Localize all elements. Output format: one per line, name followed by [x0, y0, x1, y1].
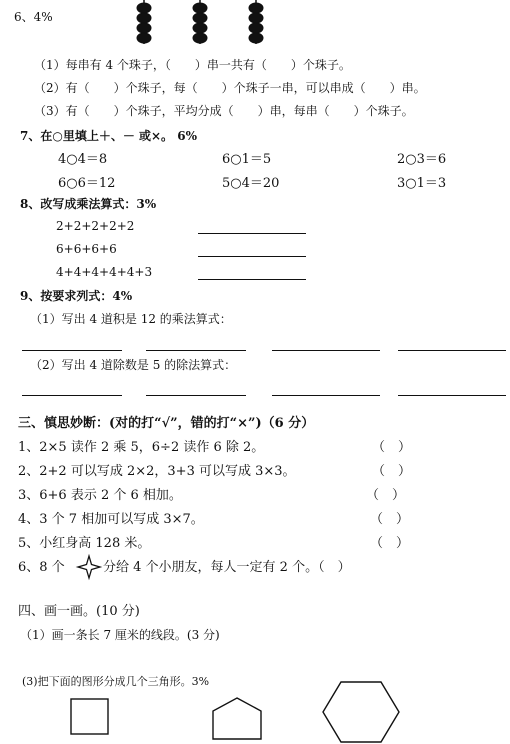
- sec3-item-6-after: 分给 4 个小朋友，每人一定有 2 个。（ ）: [103, 560, 351, 575]
- pentagon-shape: [211, 697, 263, 741]
- q9-part1: （1）写出 4 道积是 12 的乘法算式：: [30, 312, 232, 326]
- sec3-item-3-paren[interactable]: （ ）: [366, 488, 406, 503]
- q7-item-6: 3○1＝3: [397, 176, 447, 191]
- q7-item-5: 5○4＝20: [222, 176, 280, 191]
- sec3-title: 三、慎思妙断：(对的打“√”，错的打“×”)（6 分）: [18, 416, 315, 431]
- q6-line-1: （1）每串有 4 个珠子，（ ）串一共有（ ）个珠子。: [34, 58, 351, 72]
- q9-answer-line[interactable]: [22, 395, 122, 396]
- sec3-item-2-paren[interactable]: （ ）: [372, 464, 412, 479]
- sec3-item-1-paren[interactable]: （ ）: [372, 440, 412, 455]
- q6-line-2: （2）有（ ）个珠子，每（ ）个珠子一串，可以串成（ ）串。: [34, 81, 426, 95]
- q7-item-4: 6○6＝12: [58, 176, 116, 191]
- q8-answer-line-1[interactable]: [198, 233, 306, 234]
- square-shape: [70, 698, 110, 736]
- sec3-item-5-paren[interactable]: （ ）: [370, 536, 410, 551]
- q6-line-3: （3）有（ ）个珠子，平均分成（ ）串，每串（ ）个珠子。: [34, 104, 414, 118]
- q9-answer-line[interactable]: [398, 350, 506, 351]
- sec3-item-1: 1、2×5 读作 2 乘 5，6÷2 读作 6 除 2。: [18, 440, 265, 455]
- hexagon-shape: [321, 680, 401, 744]
- q8-answer-line-3[interactable]: [198, 279, 306, 280]
- sec4-part1: （1）画一条长 7 厘米的线段。(3 分): [20, 628, 220, 642]
- q8-item-2: 6+6+6+6: [56, 242, 117, 256]
- q9-answer-line[interactable]: [146, 395, 246, 396]
- q9-answer-line[interactable]: [22, 350, 122, 351]
- q6-title: 6、4%: [14, 10, 53, 24]
- q9-answer-line[interactable]: [272, 395, 380, 396]
- q9-part2: （2）写出 4 道除数是 5 的除法算式：: [30, 358, 237, 372]
- sec3-item-4-paren[interactable]: （ ）: [370, 512, 410, 527]
- q8-item-1: 2+2+2+2+2: [56, 219, 135, 233]
- sec3-item-3: 3、6+6 表示 2 个 6 相加。: [18, 488, 182, 503]
- sec3-item-2: 2、2+2 可以写成 2×2，3+3 可以写成 3×3。: [18, 464, 296, 479]
- sec4-title: 四、画一画。(10 分): [18, 604, 140, 619]
- q8-title: 8、改写成乘法算式：3%: [20, 197, 157, 211]
- star-icon: [78, 556, 100, 578]
- q7-title: 7、在○里填上＋、－ 或×。 6%: [20, 129, 197, 143]
- bead-strings-icon: [134, 0, 274, 46]
- q9-answer-line[interactable]: [146, 350, 246, 351]
- q8-answer-line-2[interactable]: [198, 256, 306, 257]
- q7-item-2: 6○1＝5: [222, 152, 272, 167]
- sec4-part3: (3)把下面的图形分成几个三角形。3%: [22, 675, 210, 688]
- q9-answer-line[interactable]: [398, 395, 506, 396]
- q7-item-3: 2○3＝6: [397, 152, 447, 167]
- sec3-item-5: 5、小红身高 128 米。: [18, 536, 151, 551]
- q8-item-3: 4+4+4+4+4+3: [56, 265, 153, 279]
- sec3-item-6-before: 6、8 个: [18, 560, 65, 575]
- q9-title: 9、按要求列式：4%: [20, 289, 133, 303]
- sec3-item-4: 4、3 个 7 相加可以写成 3×7。: [18, 512, 204, 527]
- q7-item-1: 4○4＝8: [58, 152, 108, 167]
- q9-answer-line[interactable]: [272, 350, 380, 351]
